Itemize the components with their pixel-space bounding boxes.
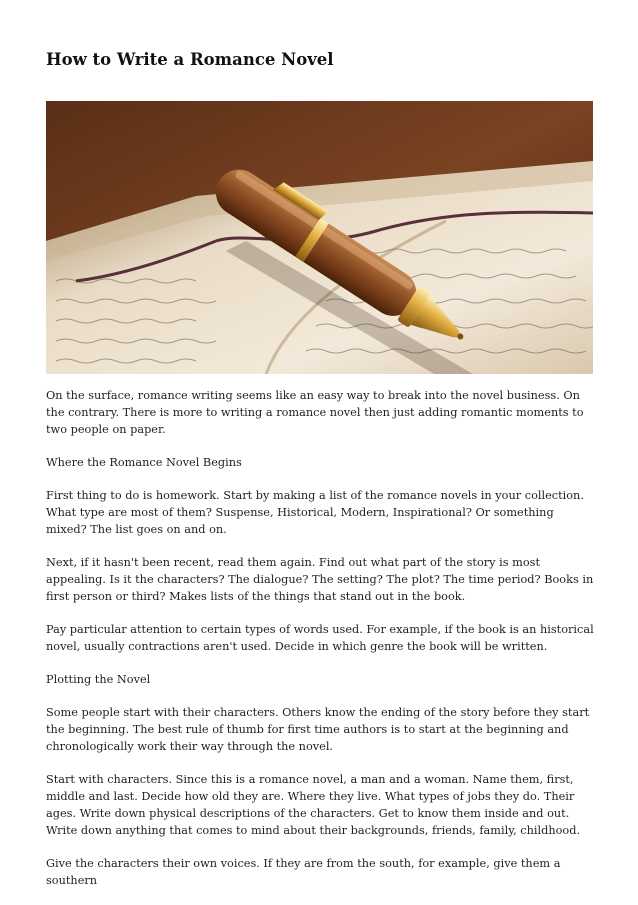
character-voices-paragraph: Give the characters their own voices. If they are from the south, for example, give them a southern [46, 857, 561, 887]
homework-paragraph: First thing to do is homework. Start by making a list of the romance novels in your collection. What type are most of them? Suspense, Historical, Modern, Inspirational? Or something mixed? The list goes on and on. [46, 489, 584, 536]
characters-or-ending-paragraph: Some people start with their characters. Others know the ending of the story before they start the beginning. The best rule of thumb for first time authors is to start at the beginning and chronologically work their way through the novel. [46, 706, 590, 753]
intro-paragraph: On the surface, romance writing seems like an easy way to break into the novel business. On the contrary. There is more to writing a romance novel then just adding romantic moments to two people on paper. [46, 389, 584, 436]
start-with-characters-paragraph: Start with characters. Since this is a romance novel, a man and a woman. Name them, first, middle and last. Decide how old they are. Where they live. What types of jobs they do. Their ages. Write down physical descriptions of the characters. Get to know them inside and out. Write down anything that comes to mind about their backgrounds, friends, family, childhood. [46, 773, 581, 837]
document-title: How to Write a Romance Novel [46, 50, 334, 69]
word-types-paragraph: Pay particular attention to certain types of words used. For example, if the book is an historical novel, usually contractions aren't used. Decide in which genre the book will be written. [46, 623, 594, 653]
section-heading-where-novel-begins: Where the Romance Novel Begins [46, 456, 242, 469]
pen-on-notebook-photo [46, 101, 593, 374]
section-heading-plotting: Plotting the Novel [46, 673, 151, 686]
reread-paragraph: Next, if it hasn't been recent, read them again. Find out what part of the story is most appealing. Is it the characters? The dialogue? The setting? The plot? The time period? Books in first person or third? Makes lists of the things that stand out in the book. [46, 556, 594, 603]
article-body [46, 387, 594, 905]
